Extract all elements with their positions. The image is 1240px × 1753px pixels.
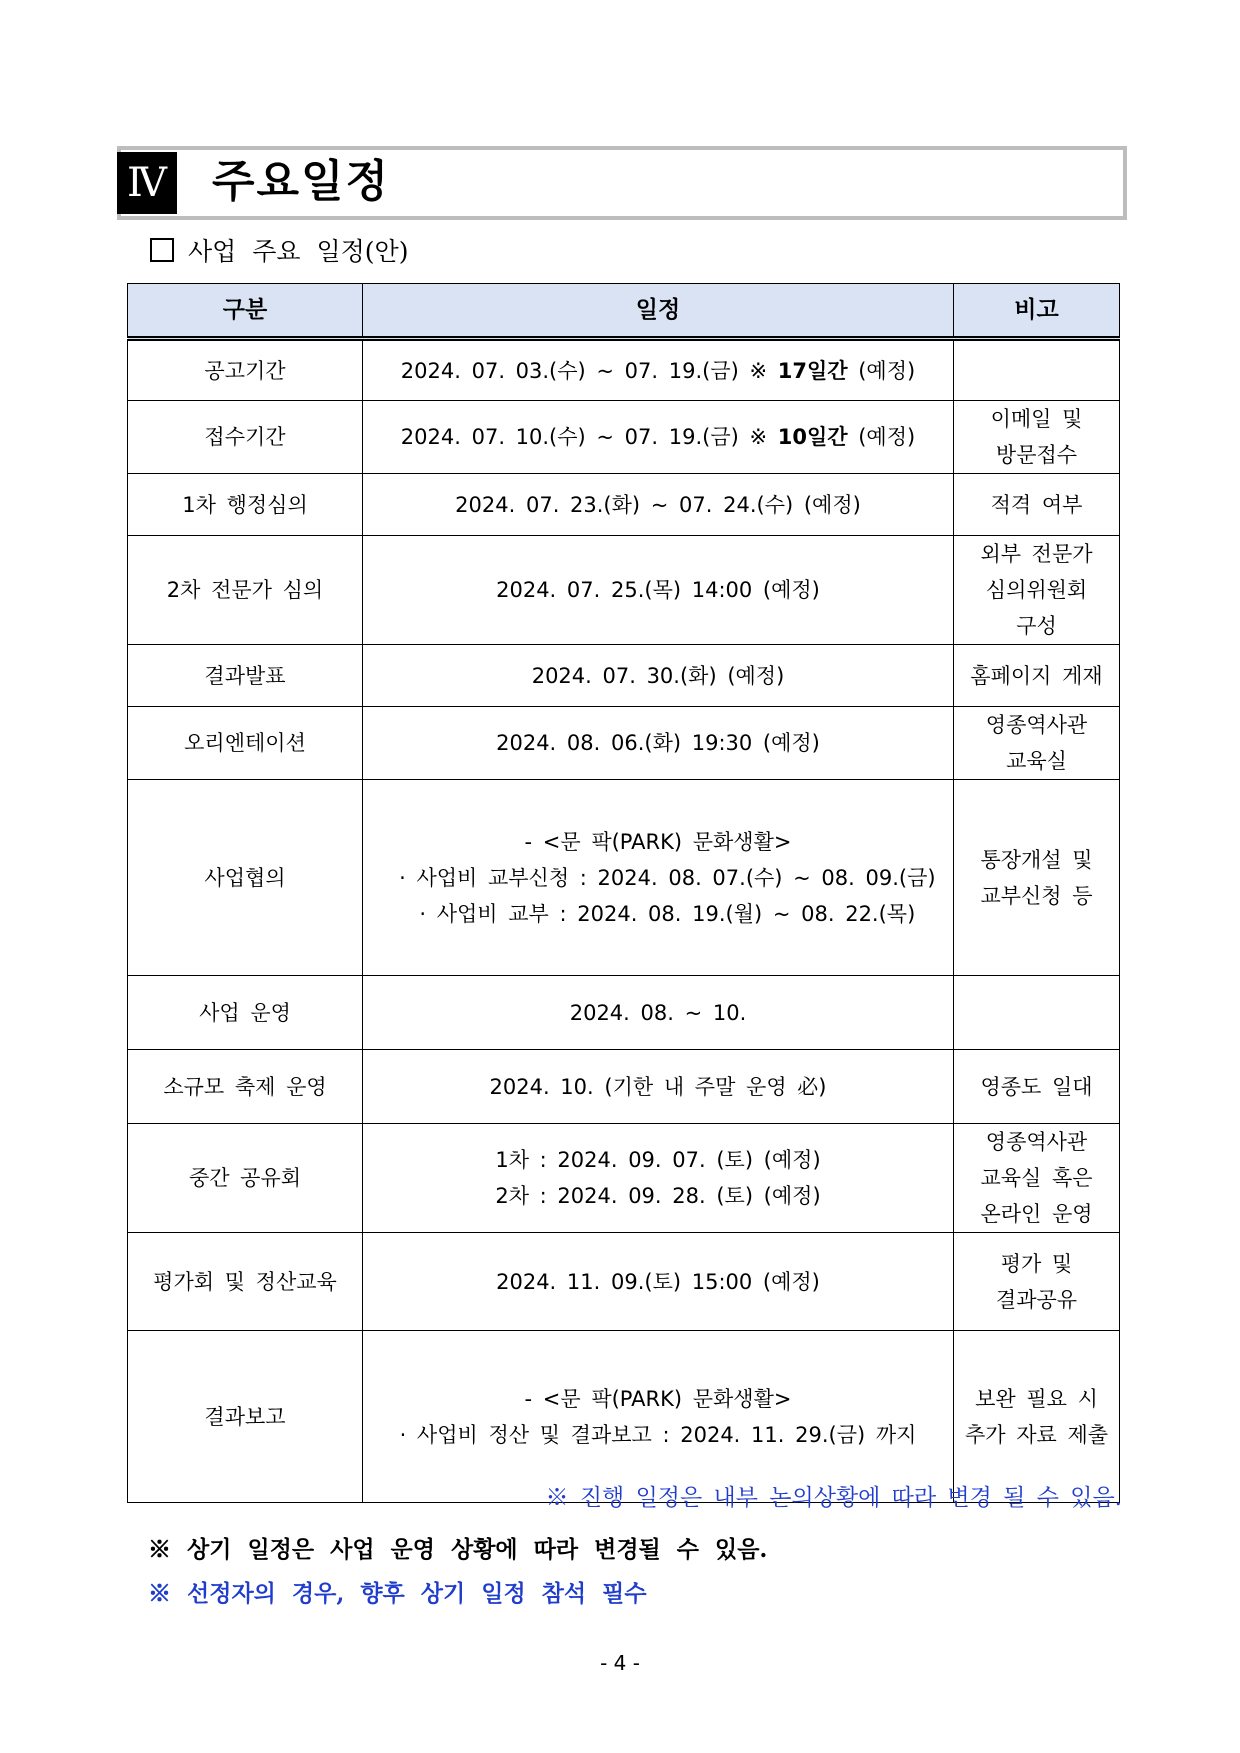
- schedule-text: 2024. 07. 03.(수) ~ 07. 19.(금) ※: [400, 358, 778, 383]
- schedule-duration: 17일간: [777, 358, 848, 383]
- row-category: 공고기간: [128, 339, 363, 401]
- header-schedule: 일정: [363, 284, 954, 339]
- schedule-line: - <문 팍(PARK) 문화생활>: [524, 1386, 792, 1411]
- page-number: - 4 -: [600, 1651, 640, 1675]
- schedule-line: · 사업비 정산 및 결과보고 : 2024. 11. 29.(금) 까지: [399, 1422, 917, 1447]
- section-number: Ⅳ: [117, 152, 177, 214]
- table-row: [128, 780, 1120, 976]
- row-category: 오리엔테이션: [128, 707, 363, 780]
- row-schedule: [363, 1233, 954, 1331]
- row-schedule: [363, 645, 954, 707]
- table-row: [128, 976, 1120, 1050]
- row-note: 영종역사관 교육실 혹은 온라인 운영: [954, 1124, 1120, 1233]
- schedule-text: 2024. 11. 09.(토) 15:00 (예정): [496, 1269, 820, 1294]
- row-schedule: [363, 401, 954, 474]
- row-category: 접수기간: [128, 401, 363, 474]
- row-note: [954, 339, 1120, 401]
- row-note: 이메일 및 방문접수: [954, 401, 1120, 474]
- schedule-tail: (예정): [847, 358, 916, 383]
- row-category: 사업협의: [128, 780, 363, 976]
- schedule-text: 2024. 07. 23.(화) ~ 07. 24.(수) (예정): [455, 492, 861, 517]
- table-footnote: ※ 진행 일정은 내부 논의상황에 따라 변경 될 수 있음.: [545, 1485, 1122, 1511]
- row-note: 영종도 일대: [954, 1050, 1120, 1124]
- row-schedule: [363, 780, 954, 976]
- row-category: 2차 전문가 심의: [128, 536, 363, 645]
- schedule-text: 2024. 07. 10.(수) ~ 07. 19.(금) ※: [400, 425, 778, 449]
- schedule-line: 1차 : 2024. 09. 07. (토) (예정): [495, 1148, 821, 1172]
- table-row: [128, 401, 1120, 474]
- table-row: [128, 1233, 1120, 1331]
- table-row: [128, 1331, 1120, 1503]
- row-schedule: [363, 339, 954, 401]
- row-schedule: [363, 1124, 954, 1233]
- table-row: [128, 536, 1120, 645]
- schedule-line: - <문 팍(PARK) 문화생활>: [524, 829, 792, 854]
- table-row: [128, 707, 1120, 780]
- schedule-line: · 사업비 교부 : 2024. 08. 19.(월) ~ 08. 22.(목): [408, 901, 916, 926]
- row-note: 영종역사관 교육실: [954, 707, 1120, 780]
- row-category: 결과보고: [128, 1331, 363, 1503]
- row-note: 홈페이지 게재: [954, 645, 1120, 707]
- header-note: 비고: [954, 284, 1120, 339]
- row-note: 외부 전문가 심의위원회 구성: [954, 536, 1120, 645]
- row-category: 결과발표: [128, 645, 363, 707]
- row-schedule: [363, 1050, 954, 1124]
- schedule-text: 2024. 07. 30.(화) (예정): [531, 663, 785, 688]
- row-note: 통장개설 및 교부신청 등: [954, 780, 1120, 976]
- schedule-text: 2024. 08. 06.(화) 19:30 (예정): [496, 731, 820, 755]
- schedule-tail: (예정): [847, 425, 916, 449]
- row-schedule: [363, 1331, 954, 1503]
- table-row: [128, 1124, 1120, 1233]
- row-note: [954, 976, 1120, 1050]
- schedule-table: [127, 283, 1120, 1503]
- row-category: 사업 운영: [128, 976, 363, 1050]
- attendance-required-note: ※ 선정자의 경우, 향후 상기 일정 참석 필수: [148, 1580, 647, 1607]
- row-note: 평가 및 결과공유: [954, 1233, 1120, 1331]
- row-category: 1차 행정심의: [128, 474, 363, 536]
- schedule-text: 2024. 07. 25.(목) 14:00 (예정): [496, 578, 820, 602]
- header-category: 구분: [128, 284, 363, 339]
- row-category: 평가회 및 정산교육: [128, 1233, 363, 1331]
- schedule-line: 2차 : 2024. 09. 28. (토) (예정): [495, 1184, 821, 1208]
- row-schedule: [363, 536, 954, 645]
- row-schedule: [363, 976, 954, 1050]
- row-note: 적격 여부: [954, 474, 1120, 536]
- row-schedule: [363, 474, 954, 536]
- table-row: [128, 339, 1120, 401]
- sub-heading: [150, 232, 408, 272]
- schedule-line: · 사업비 교부신청 : 2024. 08. 07.(수) ~ 08. 09.(금): [388, 865, 936, 890]
- section-title: 주요일정: [212, 156, 391, 207]
- sub-heading-text: 사업 주요 일정(안): [188, 237, 409, 266]
- row-schedule: [363, 707, 954, 780]
- row-category: 소규모 축제 운영: [128, 1050, 363, 1124]
- row-note: 보완 필요 시 추가 자료 제출: [954, 1331, 1120, 1503]
- row-category: 중간 공유회: [128, 1124, 363, 1233]
- table-row: [128, 645, 1120, 707]
- schedule-duration: 10일간: [777, 425, 848, 449]
- table-header-row: [128, 284, 1120, 339]
- schedule-text: 2024. 08. ~ 10.: [569, 1000, 747, 1025]
- schedule-text: 2024. 10. (기한 내 주말 운영 必): [489, 1074, 827, 1099]
- checkbox-square-icon: [150, 238, 174, 262]
- schedule-change-note: ※ 상기 일정은 사업 운영 상황에 따라 변경될 수 있음.: [148, 1536, 768, 1563]
- table-row: [128, 1050, 1120, 1124]
- table-row: [128, 474, 1120, 536]
